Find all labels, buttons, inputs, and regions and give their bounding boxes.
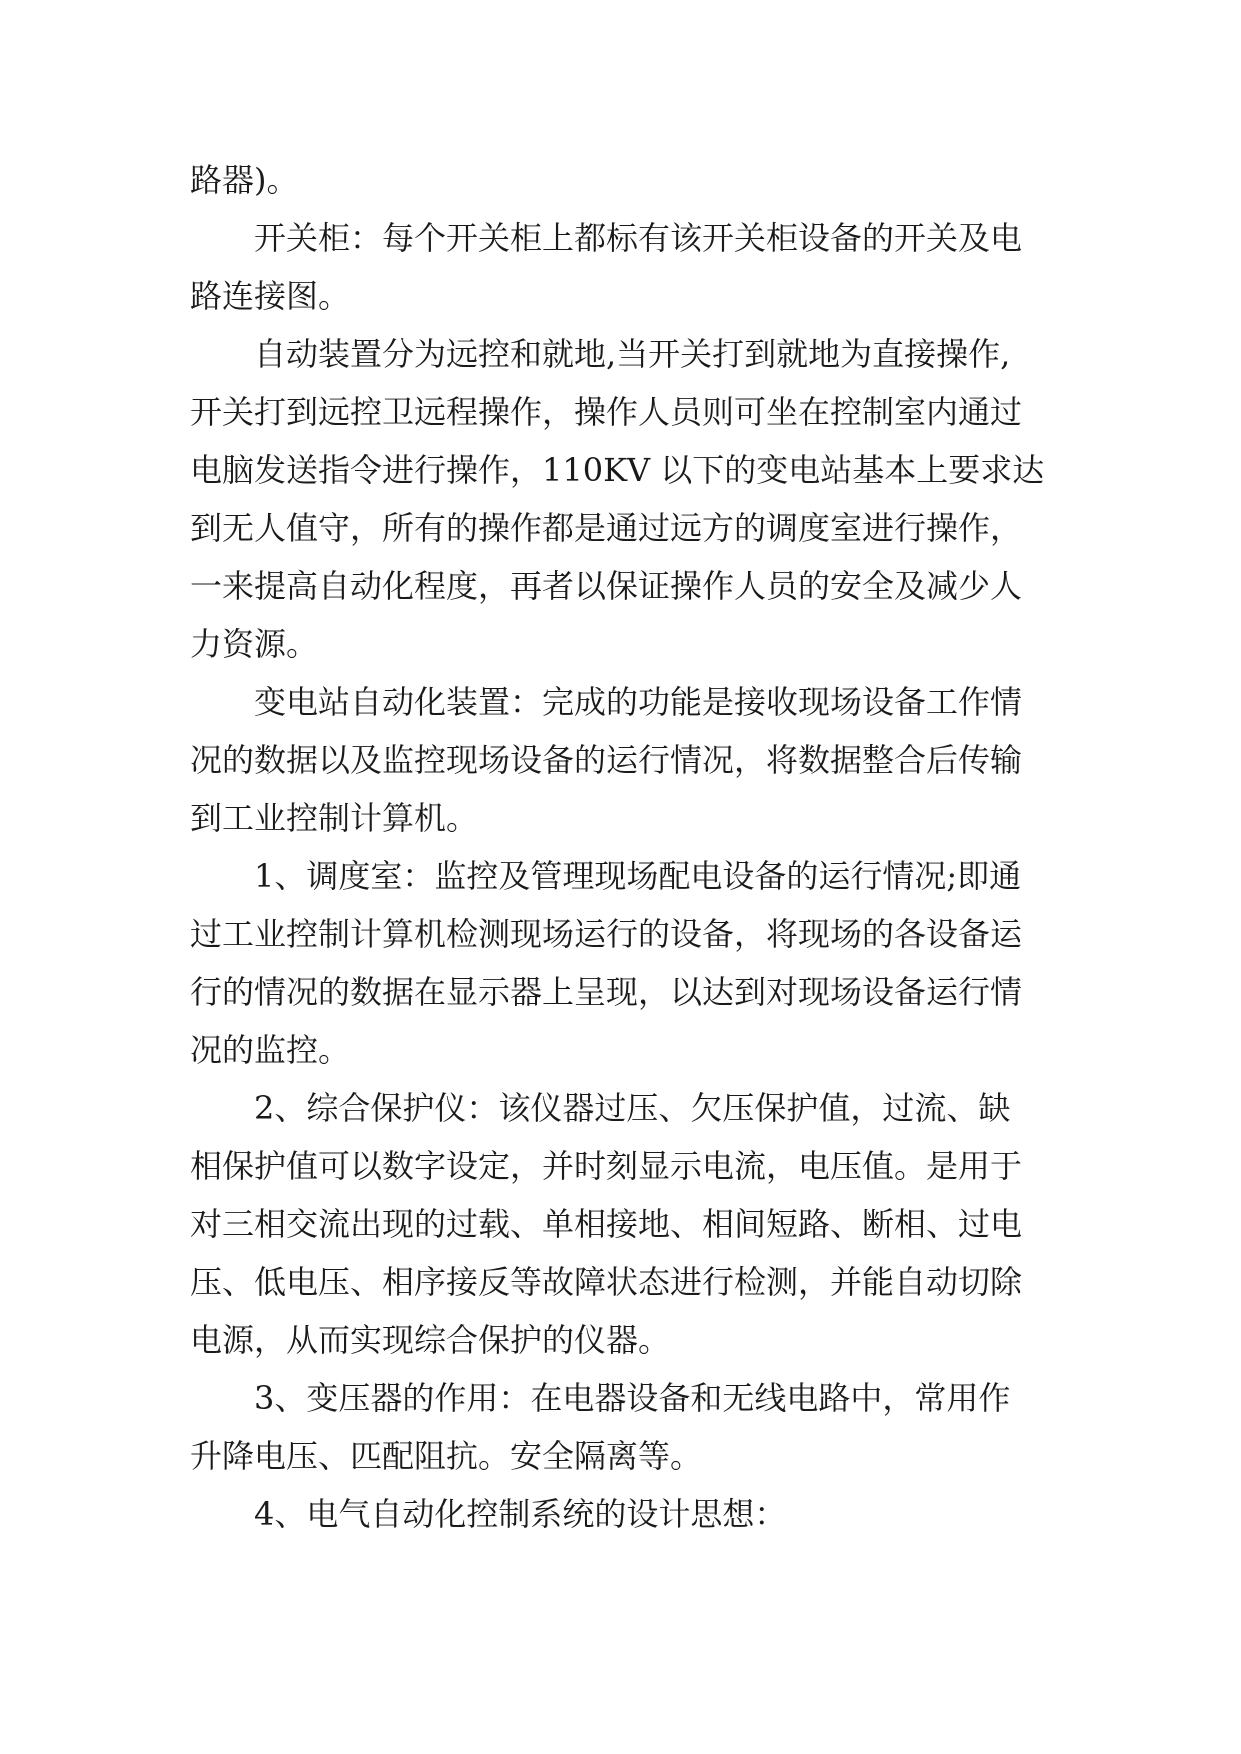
paragraph-start-line: 1、调度室：监控及管理现场配电设备的运行情况;即通 [254, 857, 1022, 895]
text-line: 压、低电压、相序接反等故障状态进行检测，并能自动切除 [190, 1263, 1023, 1301]
text-line: 况的数据以及监控现场设备的运行情况，将数据整合后传输 [190, 741, 1023, 779]
paragraph-start-line: 3、变压器的作用：在电器设备和无线电路中，常用作 [254, 1379, 1011, 1417]
paragraph-start-line: 开关柜：每个开关柜上都标有该开关柜设备的开关及电 [254, 219, 1023, 257]
text-line: 相保护值可以数字设定，并时刻显示电流，电压值。是用于 [190, 1147, 1023, 1185]
paragraph-start-line: 变电站自动化装置：完成的功能是接收现场设备工作情 [254, 683, 1023, 721]
text-line: 到无人值守，所有的操作都是通过远方的调度室进行操作， [190, 509, 1023, 547]
text-line: 升降电压、匹配阻抗。安全隔离等。 [190, 1437, 703, 1475]
text-line: 况的监控。 [190, 1031, 351, 1069]
text-line: 电脑发送指令进行操作，110KV 以下的变电站基本上要求达 [190, 451, 1045, 489]
text-line: 行的情况的数据在显示器上呈现，以达到对现场设备运行情 [190, 973, 1023, 1011]
paragraph-start-line: 4、电气自动化控制系统的设计思想： [254, 1495, 787, 1533]
text-line: 开关打到远控卫远程操作，操作人员则可坐在控制室内通过 [190, 393, 1023, 431]
text-line: 一来提高自动化程度，再者以保证操作人员的安全及减少人 [190, 567, 1023, 605]
text-line: 电源，从而实现综合保护的仪器。 [190, 1321, 671, 1359]
text-line: 对三相交流出现的过载、单相接地、相间短路、断相、过电 [190, 1205, 1023, 1243]
paragraph-start-line: 2、综合保护仪：该仪器过压、欠压保护值，过流、缺 [254, 1089, 1011, 1127]
text-line: 力资源。 [190, 625, 319, 663]
text-line: 路连接图。 [190, 277, 351, 315]
text-line: 到工业控制计算机。 [190, 799, 479, 837]
text-line: 过工业控制计算机检测现场运行的设备，将现场的各设备运 [190, 915, 1023, 953]
text-line: 路器)。 [190, 161, 299, 199]
paragraph-start-line: 自动装置分为远控和就地,当开关打到就地为直接操作, [254, 335, 1011, 373]
